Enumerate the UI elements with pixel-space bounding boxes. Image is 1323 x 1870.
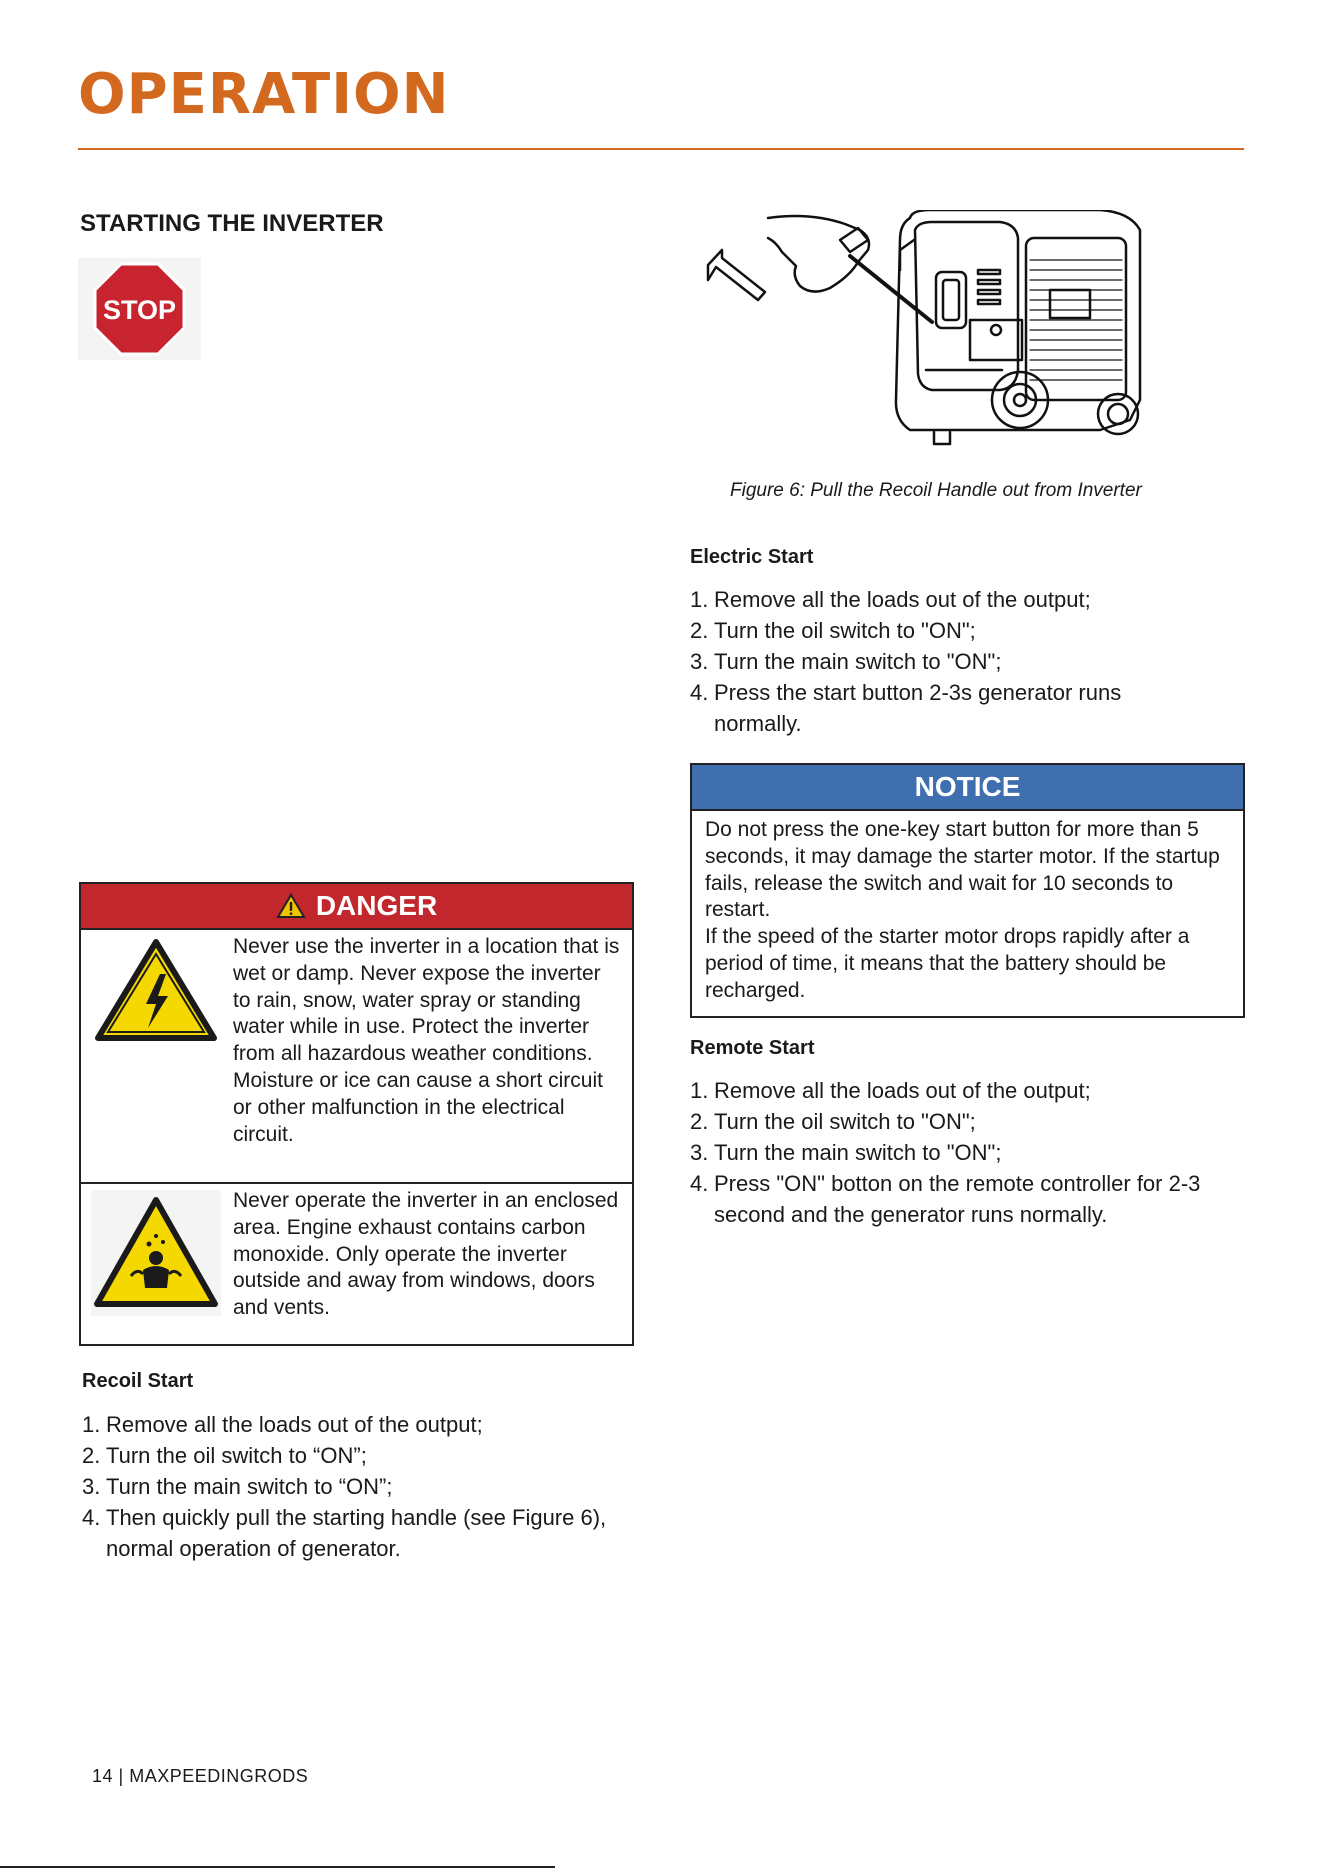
- electric-shock-warning-icon: [94, 938, 218, 1042]
- figure-caption: Figure 6: Pull the Recoil Handle out from Inverter: [730, 480, 1142, 501]
- list-item: 4. Press the start button 2-3s generator runs normally.: [690, 680, 1122, 736]
- electric-start-steps: [690, 584, 1250, 739]
- list-item: 2. Turn the oil switch to "ON";: [690, 618, 976, 643]
- stop-sign-label: STOP: [102, 295, 177, 325]
- electric-start-title: Electric Start: [690, 546, 814, 568]
- danger-item-text: Never operate the inverter in an enclosed area. Engine exhaust contains carbon monoxide. Only operate the inverter outside and away from windows, doors and vents.: [233, 1189, 619, 1320]
- section-title: STARTING THE INVERTER: [80, 210, 384, 237]
- page-footer: [92, 1766, 308, 1787]
- footer-separator: |: [118, 1766, 124, 1786]
- danger-label: DANGER: [315, 890, 438, 921]
- list-item: 3. Turn the main switch to "ON";: [690, 649, 1002, 674]
- list-item: 3. Turn the main switch to “ON”;: [82, 1474, 393, 1499]
- list-item: 4. Press "ON" botton on the remote controller for 2-3 second and the generator runs normally.: [690, 1171, 1201, 1227]
- danger-header: [81, 884, 632, 930]
- list-item: 1. Remove all the loads out of the output;: [690, 587, 1091, 612]
- title-divider: [78, 148, 1244, 150]
- footer-brand: MAXPEEDINGRODS: [129, 1766, 309, 1786]
- stop-sign-icon: [78, 258, 201, 360]
- danger-item-text: Never use the inverter in a location that is wet or damp. Never expose the inverter to rain, snow, water spray or standing water while in use. Protect the inverter from all hazardous weather conditions. Moisture or ice can cause a short circuit or other malfunction in the electrical circuit.: [233, 935, 620, 1146]
- arrow-icon: [708, 250, 765, 300]
- list-item: 1. Remove all the loads out of the output;: [690, 1078, 1091, 1103]
- list-item: 2. Turn the oil switch to "ON";: [690, 1109, 976, 1134]
- notice-paragraph: Do not press the one-key start button for more than 5 seconds, it may damage the starter motor. If the startup fails, release the switch and wait for 10 seconds to restart.: [705, 818, 1220, 922]
- generator-recoil-figure: [700, 210, 1240, 468]
- danger-item: [81, 930, 632, 1184]
- list-item: 2. Turn the oil switch to “ON”;: [82, 1443, 367, 1468]
- notice-box: [690, 763, 1245, 1018]
- warning-triangle-icon: [276, 893, 306, 919]
- page-number: 14: [92, 1766, 114, 1786]
- list-item: 4. Then quickly pull the starting handle (see Figure 6), normal operation of generator.: [82, 1505, 607, 1561]
- toxic-gas-warning-icon: [91, 1190, 221, 1316]
- remote-start-steps: [690, 1075, 1270, 1230]
- danger-item: [81, 1184, 632, 1344]
- list-item: 3. Turn the main switch to "ON";: [690, 1140, 1002, 1165]
- bottom-divider: [0, 1866, 555, 1868]
- danger-box: [79, 882, 634, 1346]
- list-item: 1. Remove all the loads out of the output;: [82, 1412, 483, 1437]
- recoil-start-steps: [82, 1409, 642, 1564]
- notice-header: NOTICE: [692, 765, 1243, 811]
- notice-paragraph: If the speed of the starter motor drops rapidly after a period of time, it means that the battery should be recharged.: [705, 925, 1190, 1002]
- page-title: OPERATION: [78, 62, 450, 127]
- recoil-start-title: Recoil Start: [82, 1370, 194, 1392]
- remote-start-title: Remote Start: [690, 1037, 815, 1059]
- notice-text: [692, 811, 1243, 1005]
